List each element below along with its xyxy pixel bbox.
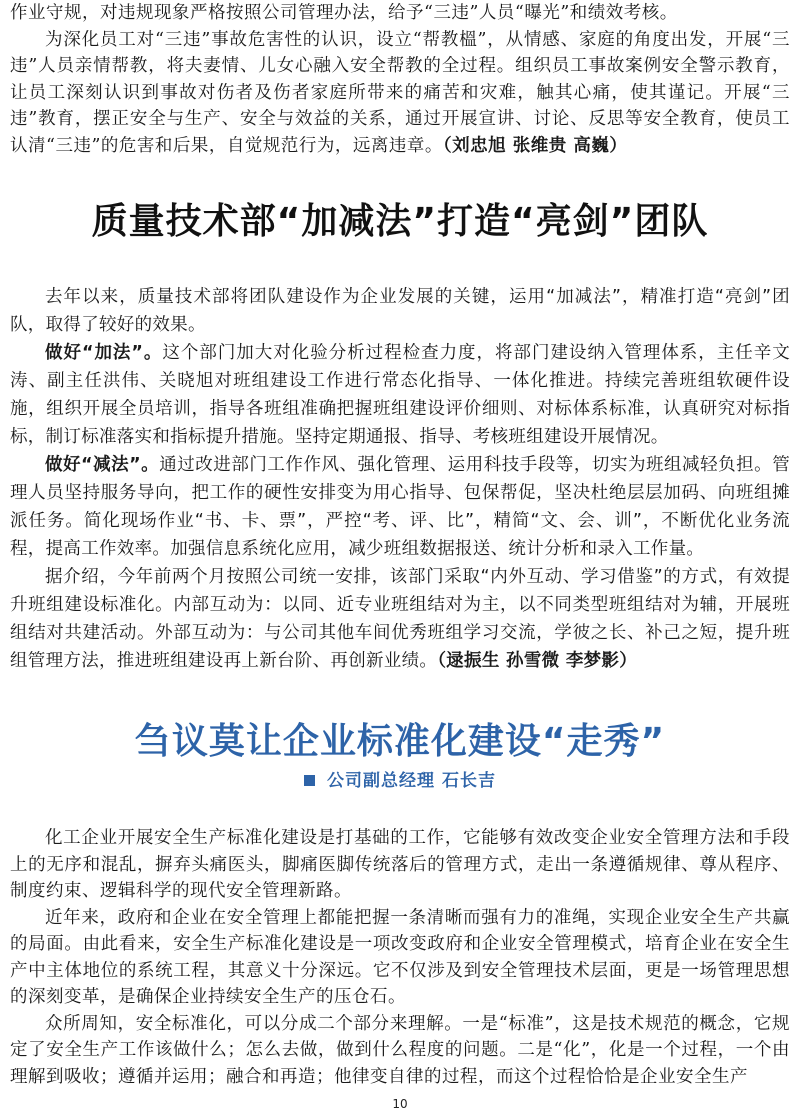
page-number: 10 [392,1097,408,1111]
article2-interaction-paragraph [10,563,790,675]
minus-body: 通过改进部门工作作风、强化管理、运用科技手段等，切实为班组减轻负担。管理人员坚持服务导向，把工作的硬性安排变为用心指导、包保帮促，坚决杜绝层层加码、向班组摊派任务。简化现场作业“书、卡、票”，严控“考、评、比”，精简“文、会、训”，不断优化业务流程，提高工作效率。加强信息系统化应用，减少班组数据报送、统计分析和录入工作量。 [10,455,791,559]
article3-body [10,825,790,1090]
article2-intro: 去年以来，质量技术部将团队建设作为企业发展的关键，运用“加减法”，精准打造“亮剑”团队，取得了较好的效果。 [10,287,790,335]
byline-text: 公司副总经理 石长吉 [327,771,496,791]
article3-byline [0,766,800,791]
article2-plus-paragraph [10,339,790,451]
article1-text: 为深化员工对“三违”事故危害性的认识，设立“帮教榲”，从情感、家庭的角度出发，开展“三违”人员亲情帮教，将夫妻情、儿女心融入安全帮教的全过程。组织员工事故案例安全警示教育，让员工深刻认识到事故对伤者及伤者家庭所带来的痛苦和灾难，触其心痛，使其谨记。开展“三违”教育，摆正安全与生产、安全与效益的关系，通过开展宣讲、讨论、反思等安全教育，使员工认清“三违”的危害和后果，自觉规范行为，远离违章。 [10,29,790,156]
article2-minus-paragraph [10,451,790,563]
article1-authors: （刘忠旭 张维贵 高巍） [442,135,628,156]
article3-paragraph: 化工企业开展安全生产标准化建设是打基础的工作，它能够有效改变企业安全管理方法和手段上的无序和混乱，摒弃头痛医头，脚痛医脚传统落后的管理方式，走出一条遵循规律、尊从程序、制度约束、逻辑科学的现代安全管理新路。 [10,828,790,901]
article3-paragraph: 众所周知，安全标准化，可以分成二个部分来理解。一是“标准”，这是技术规范的概念，它规定了安全生产工作该做什么；怎么去做，做到什么程度的问题。二是“化”，化是一个过程，一个由理解到吸收；遵循并运用；融合和再造；他律变自律的过程，而这个过程恰恰是企业安全生产 [10,1013,790,1087]
article1-paragraph [10,27,790,160]
plus-lead: 做好“加法”。 [45,343,163,363]
article3-paragraph: 近年来，政府和企业在安全管理上都能把握一条清晰而强有力的准绳，实现企业安全生产共赢的局面。由此看来，安全生产标准化建设是一项改变政府和企业安全管理模式，培育企业在安全生产中主体地位的系统工程，其意义十分深远。它不仅涉及到安全管理技术层面，更是一场管理思想的深刻变革，是确保企业持续安全生产的压仓石。 [10,907,790,1007]
article3-title: 刍议莫让企业标准化建设“走秀” [134,721,666,762]
minus-lead: 做好“减法”。 [45,455,160,475]
square-bullet-icon [304,775,315,786]
article1-paragraph: 作业守规，对违规现象严格按照公司管理办法，给予“三违”人员“曝光”和绩效考核。 [10,3,678,23]
article2-text: 据介绍，今年前两个月按照公司统一安排，该部门采取“内外互动、学习借鉴”的方式，有效提升班组建设标准化。内部互动为：以同、近专业班组结对为主，以不同类型班组结对为辅，开展班组结对共建活动。外部互动为：与公司其他车间优秀班组学习交流，学彼之长、补己之短，提升班组管理方法，推进班组建设再上新台阶、再创新业绩。 [10,567,790,671]
article2-authors: （逯振生 孙雪微 李梦影） [437,651,638,671]
article2-title: 质量技术部“加减法”打造“亮剑”团队 [91,201,709,242]
article1-body [10,0,790,159]
article2-body [10,283,790,675]
plus-body: 这个部门加大对化验分析过程检查力度，将部门建设纳入管理体系，主任辛文涛、副主任洪伟、关晓旭对班组建设工作进行常态化指导、一体化推进。持续完善班组软硬件设施，组织开展全员培训，指导各班组准确把握班组建设评价细则、对标体系标准，认真研究对标指标，制订标准落实和指标提升措施。坚持定期通报、指导、考核班组建设开展情况。 [10,343,791,447]
